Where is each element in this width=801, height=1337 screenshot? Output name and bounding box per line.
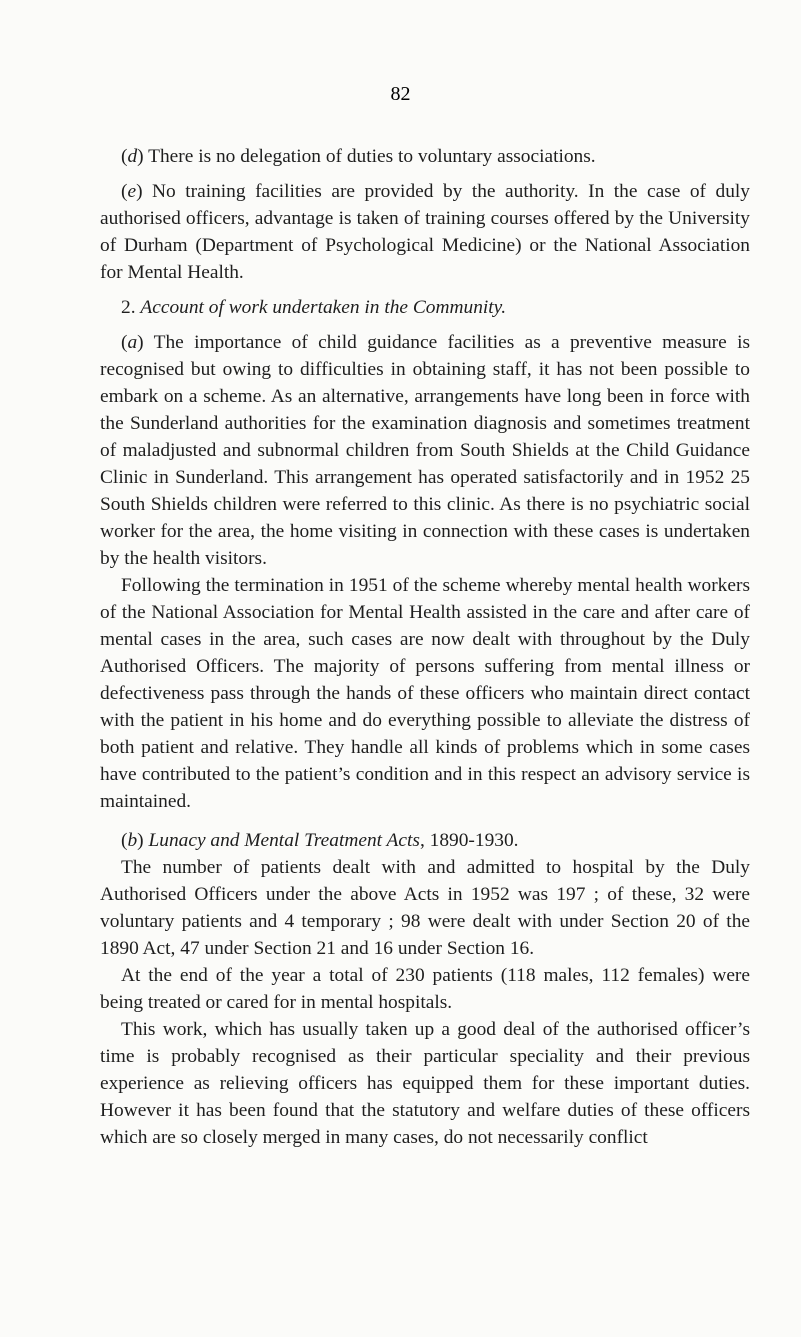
- paragraph-text: No training facilities are provided by the authority. In the case of duly authorised officers, advantage is taken of training courses offered by the University of Durham (Department of Psychological Medicine) or the National Association for Mental Health.: [100, 181, 750, 283]
- item-label: a: [127, 332, 138, 353]
- paragraph-item-e: (e) No training facilities are provided by the authority. In the case of duly authorised officers, advantage is taken of training courses offered by the University of Durham (Department of Psychological Medicine) or the National Association for Mental Health.: [100, 181, 750, 283]
- paragraph-item-a: (a) The importance of child guidance facilities as a preventive measure is recognised but owing to difficulties in obtaining staff, it has not been possible to embark on a scheme. As an alternative, arrangements have long been in force with the Sunderland authorities for the examination diagnosis and sometimes treatment of maladjusted and subnormal children from South Shields at the Child Guidance Clinic in Sunderland. This arrangement has operated satisfactorily and in 1952 25 South Shields children were referred to this clinic. As there is no psychiatric social worker for the area, the home visiting in connection with these cases is undertaken by the health visitors.: [100, 332, 750, 569]
- paragraph-patient-numbers: The number of patients dealt with and admitted to hospital by the Duly Authorised Officers under the above Acts in 1952 was 197 ; of these, 32 were voluntary patients and 4 temporary ; 98 were dealt with under Section 20 of the 1890 Act, 47 under Section 21 and 16 under Section 16.: [100, 857, 750, 959]
- section-heading: [100, 294, 750, 321]
- paragraph-end-of-year: At the end of the year a total of 230 patients (118 males, 112 females) were being treated or cared for in mental hospitals.: [100, 965, 750, 1013]
- item-label: d: [127, 146, 138, 167]
- document-body: [100, 143, 750, 1151]
- section-number: 2.: [121, 297, 141, 318]
- item-title: Lunacy and Mental Treatment Acts: [148, 830, 420, 851]
- item-label: e: [127, 181, 137, 202]
- paragraph-item-b: (b) Lunacy and Mental Treatment Acts, 1890-1930.: [121, 830, 519, 851]
- paragraph-following: Following the termination in 1951 of the scheme whereby mental health workers of the National Association for Mental Health assisted in the care and after care of mental cases in the area, such cases are now dealt with throughout by the Duly Authorised Officers. The majority of persons suffering from mental illness or defectiveness pass through the hands of these officers who maintain direct contact with the patient in his home and do everything possible to alleviate the distress of both patient and relative. They handle all kinds of problems which in some cases have contributed to the patient’s condition and in this respect an advisory service is maintained.: [100, 575, 750, 812]
- paragraph-text: There is no delegation of duties to voluntary associations.: [143, 146, 596, 167]
- item-label: b: [127, 830, 138, 851]
- paragraph-text: The importance of child guidance facilities as a preventive measure is recognised but owing to difficulties in obtaining staff, it has not been possible to embark on a scheme. As an alternative, arrangements have long been in force with the Sunderland authorities for the examination diagnosis and sometimes treatment of maladjusted and subnormal children from South Shields at the Child Guidance Clinic in Sunderland. This arrangement has operated satisfactorily and in 1952 25 South Shields children were referred to this clinic. As there is no psychiatric social worker for the area, the home visiting in connection with these cases is undertaken by the health visitors.: [100, 332, 750, 569]
- item-title-tail: , 1890-1930.: [419, 830, 519, 851]
- paragraph-this-work: This work, which has usually taken up a good deal of the authorised officer’s time is probably recognised as their particular speciality and their previous experience as relieving officers has equipped them for these important duties. However it has been found that the statutory and welfare duties of these officers which are so closely merged in many cases, do not necessarily conflict: [100, 1019, 750, 1148]
- section-title: Account of work undertaken in the Community.: [140, 297, 507, 318]
- paragraph-item-d: (d) There is no delegation of duties to voluntary associations.: [121, 146, 596, 167]
- page-number: 82: [390, 83, 411, 105]
